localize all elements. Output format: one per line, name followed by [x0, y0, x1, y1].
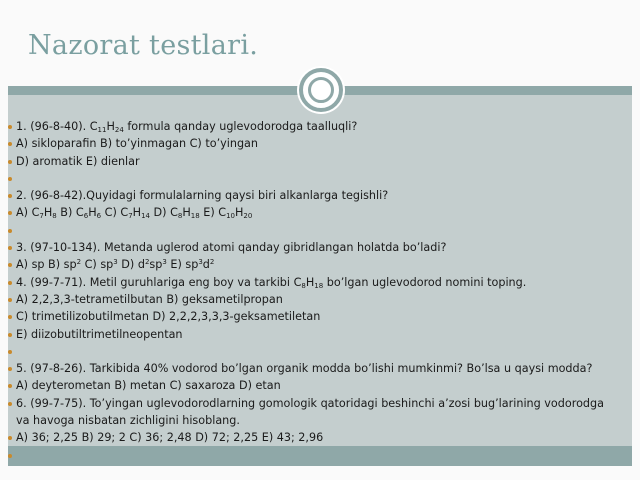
question-text: C) trimetilizobutilmetan D) 2,2,2,3,3,3-geksametiletan [16, 310, 321, 324]
bullet-dot-icon [8, 125, 12, 129]
question-line [8, 256, 618, 273]
question-line [8, 170, 618, 187]
bullet-dot-icon [8, 298, 12, 302]
superscript: 3 [113, 258, 118, 267]
question-text: 6. (99-7-75). To’yingan uglevodorodlarning gomologik qatoridagi beshinchi a’zosi bug’larining vodorodga va havoga nisbatan zichligini hisoblang. [16, 396, 604, 428]
question-text: D) C [150, 206, 178, 220]
question-text: E) diizobutiltrimetilneopentan [16, 327, 183, 341]
question-line [8, 135, 618, 152]
ring-ornament-icon [299, 68, 343, 112]
slide-title: Nazorat testlari. [28, 30, 259, 61]
bullet-dot-icon [8, 263, 12, 267]
question-text: d [202, 258, 210, 272]
bullet-dot-icon [8, 246, 12, 250]
question-line [8, 118, 618, 135]
superscript: 3 [162, 258, 167, 267]
bullet-dot-icon [8, 229, 12, 233]
subscript: 10 [226, 212, 235, 221]
bullet-dot-icon [8, 194, 12, 198]
bullet-dot-icon [8, 384, 12, 388]
question-text: C) sp [81, 258, 114, 272]
question-text: 1. (96-8-40). C [16, 120, 98, 133]
bullet-dot-icon [8, 211, 12, 215]
question-text: formula qanday uglevodorodga taalluqli? [123, 120, 358, 133]
question-line [8, 187, 618, 204]
question-text: A) C [16, 206, 40, 220]
question-text: sp [149, 258, 163, 272]
bullet-dot-icon [8, 367, 12, 371]
question-line [8, 429, 618, 446]
question-text: 3. (97-10-134). Metanda uglerod atomi qanday gibridlangan holatda bo’ladi? [16, 241, 447, 255]
superscript: 3 [198, 258, 203, 267]
question-text: 4. (99-7-71). Metil guruhlariga eng boy va tarkibi C [16, 275, 302, 289]
question-list [8, 118, 618, 464]
superscript: 2 [76, 258, 82, 267]
question-text: H [235, 206, 244, 220]
subscript: 8 [177, 212, 183, 221]
bullet-dot-icon [8, 454, 12, 458]
question-text: 2. (96-8-42).Quyidagi formulalarning qaysi biri alkanlarga tegishli? [16, 189, 389, 203]
bullet-dot-icon [8, 333, 12, 337]
superscript: 2 [144, 258, 150, 267]
bullet-dot-icon [8, 142, 12, 146]
subscript: 24 [114, 126, 124, 134]
bullet-dot-icon [8, 177, 12, 181]
bullet-dot-icon [8, 160, 12, 164]
question-line [8, 360, 618, 377]
subscript: 18 [190, 212, 200, 221]
question-text: A) 36; 2,25 B) 29; 2 C) 36; 2,48 D) 72; 2,25 E) 43; 2,96 [16, 431, 324, 445]
bullet-dot-icon [8, 350, 12, 354]
question-line [8, 308, 618, 325]
subscript: 7 [39, 212, 44, 221]
question-line [8, 343, 618, 360]
subscript: 20 [243, 212, 253, 221]
subscript: 6 [96, 212, 102, 221]
question-text: B) C [56, 206, 84, 220]
question-line [8, 222, 618, 239]
question-text: A) sikloparafin B) to’yinmagan C) to’yingan [16, 137, 258, 151]
subscript: 7 [128, 212, 133, 221]
question-text: D) aromatik E) dienlar [16, 154, 140, 168]
question-text: H [88, 206, 97, 220]
question-text: H [43, 206, 53, 220]
subscript: 8 [52, 212, 57, 221]
bullet-dot-icon [8, 315, 12, 319]
question-line [8, 326, 618, 343]
superscript: 2 [209, 258, 215, 267]
question-text: D) d [117, 258, 145, 272]
question-text: A) 2,2,3,3-tetrametilbutan B) geksametilpropan [16, 292, 283, 306]
question-text: E) C [199, 206, 227, 220]
question-text: H [106, 120, 115, 133]
bullet-dot-icon [8, 436, 12, 440]
question-text: bo’lgan uglevodorod nomini toping. [323, 275, 527, 289]
question-text: A) deyterometan B) metan C) saxaroza D) etan [16, 379, 281, 393]
question-line [8, 239, 618, 256]
question-line [8, 291, 618, 308]
question-line [8, 447, 618, 464]
question-text: A) sp B) sp [16, 258, 77, 272]
bullet-dot-icon [8, 402, 12, 406]
question-line [8, 153, 618, 170]
question-text: H [305, 275, 315, 289]
subscript: 6 [83, 212, 89, 221]
subscript: 18 [314, 281, 324, 290]
subscript: 14 [141, 212, 150, 221]
subscript: 11 [97, 126, 107, 134]
question-text: H [182, 206, 191, 220]
subscript: 8 [301, 281, 306, 290]
question-text: H [132, 206, 142, 220]
question-line [8, 395, 618, 430]
question-line [8, 204, 618, 221]
question-text: 5. (97-8-26). Tarkibida 40% vodorod bo’lgan organik modda bo’lishi mumkinmi? Bo’lsa u qaysi modda? [16, 362, 593, 376]
question-line [8, 274, 618, 291]
question-line [8, 377, 618, 394]
question-text: E) sp [166, 258, 199, 272]
bullet-dot-icon [8, 281, 12, 285]
question-text: C) C [101, 206, 129, 220]
ring-inner [308, 77, 334, 103]
